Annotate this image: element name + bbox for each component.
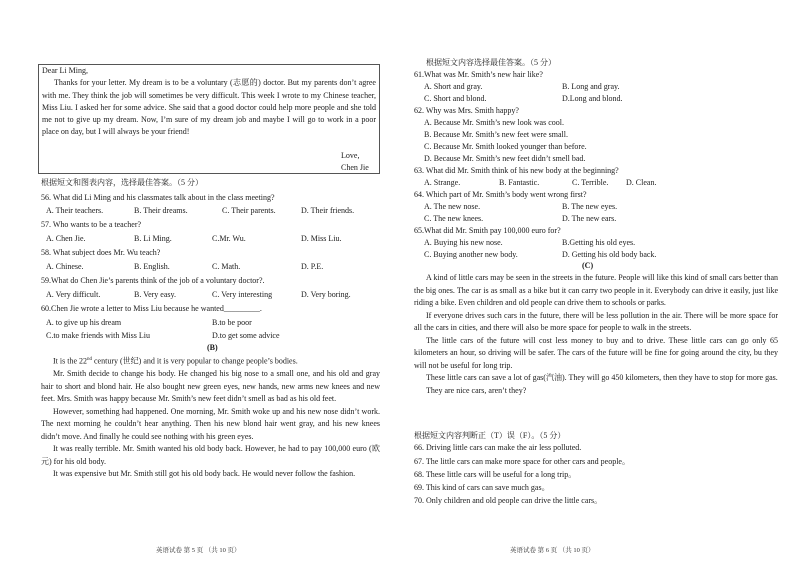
option[interactable]: A. Very difficult.	[46, 290, 101, 299]
option[interactable]: B. English.	[134, 262, 170, 271]
option[interactable]: B.to be poor	[212, 318, 252, 327]
option[interactable]: B.Getting his old eyes.	[562, 238, 636, 247]
passage-paragraph: A kind of little cars may be seen in the streets in the future. People will like this kind of small cars better than the big ones. The car is as small as a bike but it can carry two people in it. Everybody can drive it easily, just like riding a bike. Even children and old people can drive them to schools or parks.	[414, 273, 778, 307]
statement-67: 67. The little cars can make more space for other cars and people。	[414, 457, 630, 466]
option[interactable]: A. Strange.	[424, 178, 461, 187]
option[interactable]: A. Because Mr. Smith’s new look was cool.	[424, 118, 564, 127]
letter-body: Thanks for your letter. My dream is to be a voluntary (志愿的) doctor. But my parents don’t agree with me. They think the job will sometimes be very difficult. This week I wrote to my Chinese teacher, Miss Liu. I asked her for some advice. She said that a good doctor could help more people and she told me not to give up my dream. Now, I’m sure of my dream job and maybe I will go to work in a poor place on day, but I will always be your friend!	[42, 78, 376, 137]
option[interactable]: A. Buying his new nose.	[424, 238, 503, 247]
option[interactable]: C. Because Mr. Smith looked younger than before.	[424, 142, 587, 151]
tf-instruction: 根据短文内容判断正（T）误（F）。（5 分）	[414, 431, 566, 440]
passage-paragraph: If everyone drives such cars in the future, there will be less pollution in the air. There will be more space for all the cars in cities, and there will also be more space for people to walk in the streets.	[414, 310, 778, 332]
option[interactable]: C. Very interesting	[212, 290, 273, 299]
cars-passage	[414, 272, 778, 397]
option[interactable]: A. Their teachers.	[46, 206, 104, 215]
letter-signature: Chen Jie	[341, 163, 369, 172]
question-60: 60.Chen Jie wrote a letter to Miss Liu because he wanted_________.	[41, 304, 262, 313]
option[interactable]: B. Very easy.	[134, 290, 176, 299]
option[interactable]: A. to give up his dream	[46, 318, 122, 327]
option[interactable]: D. Because Mr. Smith’s new feet didn’t smell bad.	[424, 154, 586, 163]
letter-closing: Love,	[341, 151, 360, 160]
option[interactable]: C.Mr. Wu.	[212, 234, 246, 243]
page-footer: 英语试卷 第 6 页 （共 10 页）	[510, 547, 595, 554]
option[interactable]: C.to make friends with Miss Liu	[46, 331, 150, 340]
passage-paragraph: These little cars can save a lot of gas(汽油). They will go 450 kilometers, then they have to stop for more gas.	[426, 373, 778, 382]
option[interactable]: C. The new knees.	[424, 214, 484, 223]
option[interactable]: B. Li Ming.	[134, 234, 172, 243]
option[interactable]: D. Clean.	[626, 178, 657, 187]
story-passage	[41, 354, 380, 481]
option[interactable]: D. Getting his old body back.	[562, 250, 657, 259]
question-56: 56. What did Li Ming and his classmates talk about in the class meeting?	[41, 193, 275, 202]
section-b-heading: (B)	[207, 343, 218, 352]
passage-paragraph: The little cars of the future will cost less money to buy and to drive. These little cars can go only 65 kilometers an hour, so driving will be safer. The cars of the future will be fine for going around the city, bu they will not be useful for long trip.	[414, 335, 778, 370]
statement-70: 70. Only children and old people can drive the little cars。	[414, 496, 603, 505]
question-62: 62. Why was Mrs. Smith happy?	[414, 106, 519, 115]
option[interactable]: B. The new eyes.	[562, 202, 618, 211]
section-instruction: 根据短文内容选择最佳答案。（5 分）	[426, 58, 556, 67]
option[interactable]: C. Terrible.	[572, 178, 609, 187]
story-paragraph: It was really terrible. Mr. Smith wanted his old body back. However, he had to pay 100,000 euro (欧元) for his old body.	[41, 444, 380, 466]
option[interactable]: D. Their friends.	[301, 206, 355, 215]
option[interactable]: D. P.E.	[301, 262, 324, 271]
question-64: 64. Which part of Mr. Smith’s body went wrong first?	[414, 190, 587, 199]
option[interactable]: D.Long and blond.	[562, 94, 623, 103]
option[interactable]: B. Fantastic.	[499, 178, 540, 187]
option[interactable]: C. Short and blond.	[424, 94, 487, 103]
option[interactable]: D. The new ears.	[562, 214, 617, 223]
statement-66: 66. Driving little cars can make the air less polluted.	[414, 443, 582, 452]
story-paragraph: It was expensive but Mr. Smith still got his old body back. He would never follow the fashion.	[53, 469, 356, 479]
passage-paragraph: They are nice cars, aren’t they?	[426, 385, 527, 395]
option[interactable]: B. Because Mr. Smith’s new feet were small.	[424, 130, 568, 139]
question-57: 57. Who wants to be a teacher?	[41, 220, 142, 229]
left-page	[38, 0, 382, 561]
option[interactable]: D. Very boring.	[301, 290, 351, 299]
option[interactable]: D.to get some advice	[212, 331, 280, 340]
option[interactable]: A. Chinese.	[46, 262, 84, 271]
story-paragraph: It is the 22nd century (世纪) and it is very popular to change people’s bodies.	[53, 356, 298, 366]
option[interactable]: A. Short and gray.	[424, 82, 483, 91]
statement-68: 68. These little cars will be useful for a long trip。	[414, 470, 577, 479]
question-58: 58. What subject does Mr. Wu teach?	[41, 248, 161, 257]
page-footer: 英语试卷 第 5 页 （共 10 页）	[156, 547, 241, 554]
question-63: 63. What did Mr. Smith think of his new body at the beginning?	[414, 166, 619, 175]
option[interactable]: B. Their dreams.	[134, 206, 188, 215]
section-instruction: 根据短文和图表内容，选择最佳答案。（5 分）	[41, 178, 203, 187]
question-65: 65.What did Mr. Smith pay 100,000 euro for?	[414, 226, 561, 235]
question-59: 59.What do Chen Jie’s parents think of the job of a voluntary doctor?.	[41, 276, 265, 285]
question-61: 61.What was Mr. Smith’s new hair like?	[414, 70, 543, 79]
statement-69: 69. This kind of cars can save much gas。	[414, 483, 550, 492]
section-c-heading: (C)	[582, 261, 594, 270]
option[interactable]: C. Buying another new body.	[424, 250, 518, 259]
letter-greeting: Dear Li Ming,	[42, 66, 88, 75]
right-page	[414, 0, 786, 561]
option[interactable]: A. Chen Jie.	[46, 234, 86, 243]
story-paragraph: Mr. Smith decide to change his body. He changed his big nose to a small one, and his old and gray hair to short and blond hair. He also bought new green eyes, new hands, new arms new knees and new feet. Mrs. Smith was happy because Mr. Smith’s new feet didn’t smell as bad as his old feet.	[41, 369, 380, 404]
option[interactable]: C. Their parents.	[222, 206, 276, 215]
option[interactable]: D. Miss Liu.	[301, 234, 342, 243]
option[interactable]: A. The new nose.	[424, 202, 481, 211]
option[interactable]: B. Long and gray.	[562, 82, 620, 91]
option[interactable]: C. Math.	[212, 262, 241, 271]
letter-box	[38, 64, 380, 174]
story-paragraph: However, something had happened. One morning, Mr. Smith woke up and his new nose didn’t work. The next morning he couldn’t hear anything. Then his new blond hair went gray, and his new knees didn’t move. And finally he could see nothing with his green eyes.	[41, 406, 380, 441]
